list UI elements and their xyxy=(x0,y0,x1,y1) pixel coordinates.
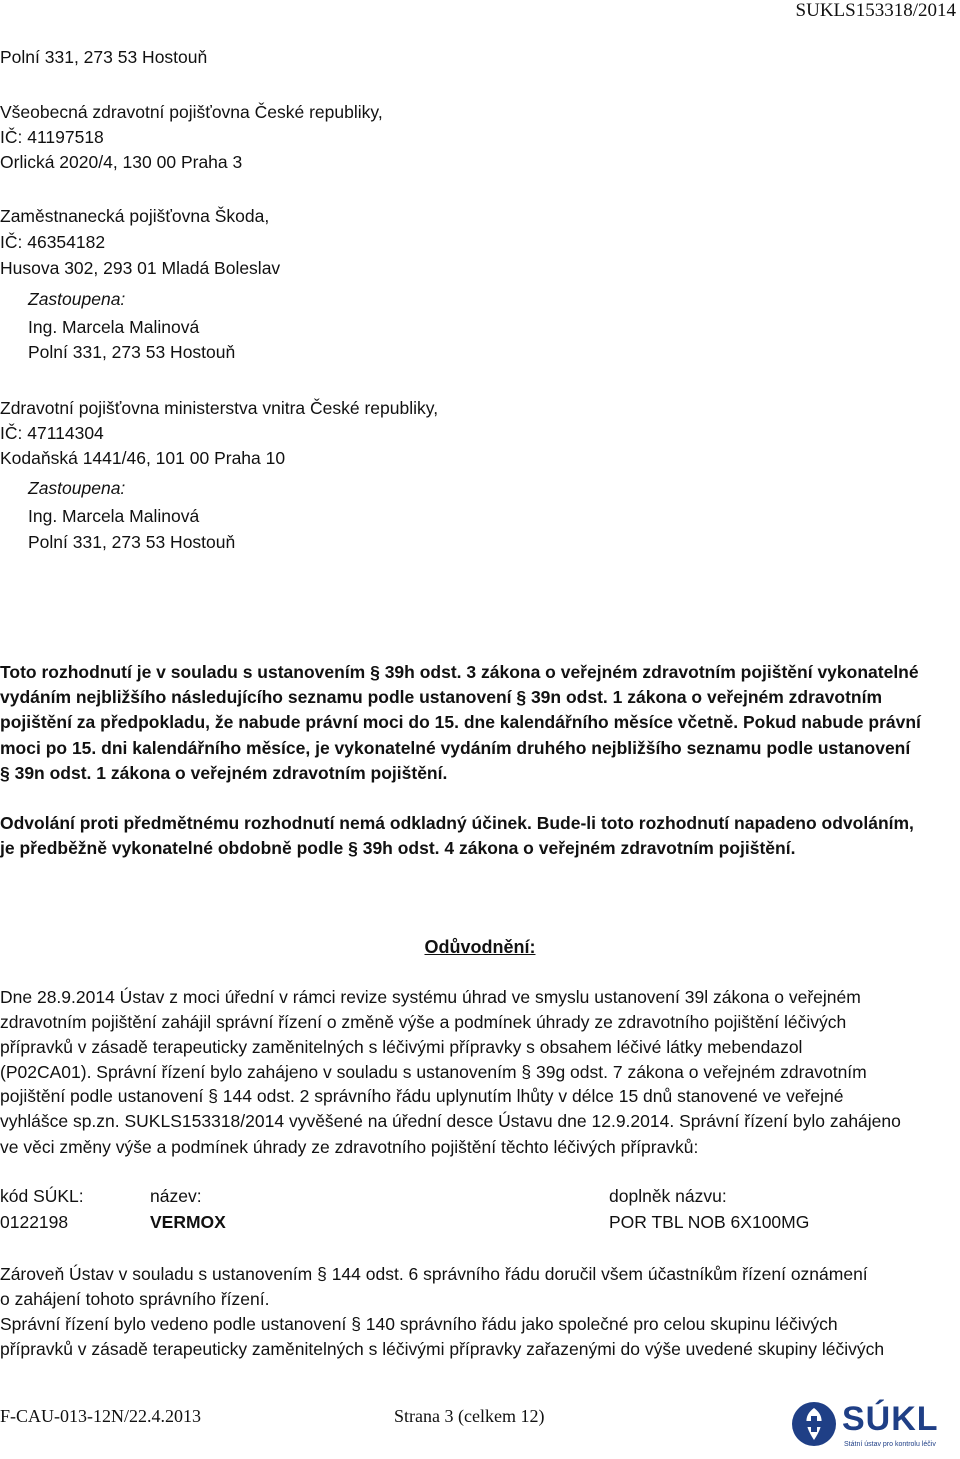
zps-ic: IČ: 46354182 xyxy=(0,232,106,252)
zpmv-ic: IČ: 47114304 xyxy=(0,423,104,443)
reasoning-line: Dne 28.9.2014 Ústav z moci úřední v rámci revize systému úhrad ve smyslu ustanovení 39l zákona o veřejném xyxy=(0,987,861,1007)
reasoning-line: zdravotním pojištění zahájil správní řízení o změně výše a podmínek úhrady ze zdravotního pojištění léčivých xyxy=(0,1012,847,1032)
page-number: Strana 3 (celkem 12) xyxy=(394,1406,545,1426)
table-header-code: kód SÚKL: xyxy=(0,1186,84,1206)
reasoning-line: pojištění podle ustanovení § 144 odst. 2 správního řádu uplynutím lhůty v délce 15 dnů stanovené ve veřejné xyxy=(0,1086,844,1106)
zpmv-address: Kodaňská 1441/46, 101 00 Praha 10 xyxy=(0,448,286,468)
logo-text: SÚKL xyxy=(842,1400,939,1438)
vzp-name: Všeobecná zdravotní pojišťovna České republiky, xyxy=(0,102,383,122)
table-header-supplement: doplněk názvu: xyxy=(609,1186,727,1206)
table-cell-name: VERMOX xyxy=(150,1212,226,1232)
reasoning-line: ve věci změny výše a podmínek úhrady ze zdravotního pojištění těchto léčivých přípravků: xyxy=(0,1137,699,1157)
table-cell-supplement: POR TBL NOB 6X100MG xyxy=(609,1212,810,1232)
zpmv-name: Zdravotní pojišťovna ministerstva vnitra České republiky, xyxy=(0,398,439,418)
decision-line: moci po 15. dni kalendářního měsíce, je vykonatelné vydáním druhého nejbližšího seznamu podle ustanovení xyxy=(0,738,911,758)
zps-address: Husova 302, 293 01 Mladá Boleslav xyxy=(0,258,281,278)
zpmv-representative: Ing. Marcela Malinová xyxy=(28,506,200,526)
reasoning-line: vyhlášce sp.zn. SUKLS153318/2014 vyvěšené na úřední desce Ústavu dne 12.9.2014. Správní řízení bylo zahájeno xyxy=(0,1111,901,1131)
decision-line: vydáním nejbližšího následujícího seznamu podle ustanovení § 39n odst. 1 zákona o veřejném zdravotním xyxy=(0,687,883,707)
notice-line: o zahájení tohoto správního řízení. xyxy=(0,1289,270,1309)
reasoning-line: přípravků v zásadě terapeuticky zaměnitelných s léčivými přípravky s obsahem léčivé látky mebendazol xyxy=(0,1037,803,1057)
zpmv-rep-address: Polní 331, 273 53 Hostouň xyxy=(28,532,236,552)
reasoning-heading: Odůvodnění: xyxy=(424,937,536,957)
procedure-line: přípravků v zásadě terapeuticky zaměnitelných s léčivými přípravky zařazenými do výše uvedené skupiny léčivých xyxy=(0,1339,885,1359)
table-cell-code: 0122198 xyxy=(0,1212,69,1232)
document-reference: SUKLS153318/2014 xyxy=(795,0,956,21)
vzp-ic: IČ: 41197518 xyxy=(0,127,104,147)
decision-line: § 39n odst. 1 zákona o veřejném zdravotním pojištění. xyxy=(0,763,448,783)
appeal-line: Odvolání proti předmětnému rozhodnutí nemá odkladný účinek. Bude-li toto rozhodnutí napadeno odvoláním, xyxy=(0,813,914,833)
form-code: F-CAU-013-12N/22.4.2013 xyxy=(0,1406,201,1426)
logo-subtext: Státní ústav pro kontrolu léčiv xyxy=(844,1441,936,1448)
zps-represented-label: Zastoupena: xyxy=(28,289,126,309)
sukl-logo xyxy=(788,1398,958,1454)
decision-line: pojištění za předpokladu, že nabude právní moci do 15. dne kalendářního měsíce včetně. Pokud nabude právní xyxy=(0,712,921,732)
zpmv-represented-label: Zastoupena: xyxy=(28,478,126,498)
notice-line: Zároveň Ústav v souladu s ustanovením § 144 odst. 6 správního řádu doručil všem účastníkům řízení oznámení xyxy=(0,1264,868,1284)
appeal-line: je předběžně vykonatelné obdobně podle § 39h odst. 4 zákona o veřejném zdravotním pojištění. xyxy=(0,838,796,858)
reasoning-line: (P02CA01). Správní řízení bylo zahájeno v souladu s ustanovením § 39g odst. 7 zákona o veřejném zdravotním xyxy=(0,1062,867,1082)
zps-representative: Ing. Marcela Malinová xyxy=(28,317,200,337)
zps-name: Zaměstnanecká pojišťovna Škoda, xyxy=(0,206,270,226)
procedure-line: Správní řízení bylo vedeno podle ustanovení § 140 správního řádu jako společné pro celou skupinu léčivých xyxy=(0,1314,838,1334)
decision-line: Toto rozhodnutí je v souladu s ustanovením § 39h odst. 3 zákona o veřejném zdravotním pojištění vykonatelné xyxy=(0,662,919,682)
zps-rep-address: Polní 331, 273 53 Hostouň xyxy=(28,342,236,362)
first-party-address: Polní 331, 273 53 Hostouň xyxy=(0,47,208,67)
table-header-name: název: xyxy=(150,1186,202,1206)
vzp-address: Orlická 2020/4, 130 00 Praha 3 xyxy=(0,152,243,172)
